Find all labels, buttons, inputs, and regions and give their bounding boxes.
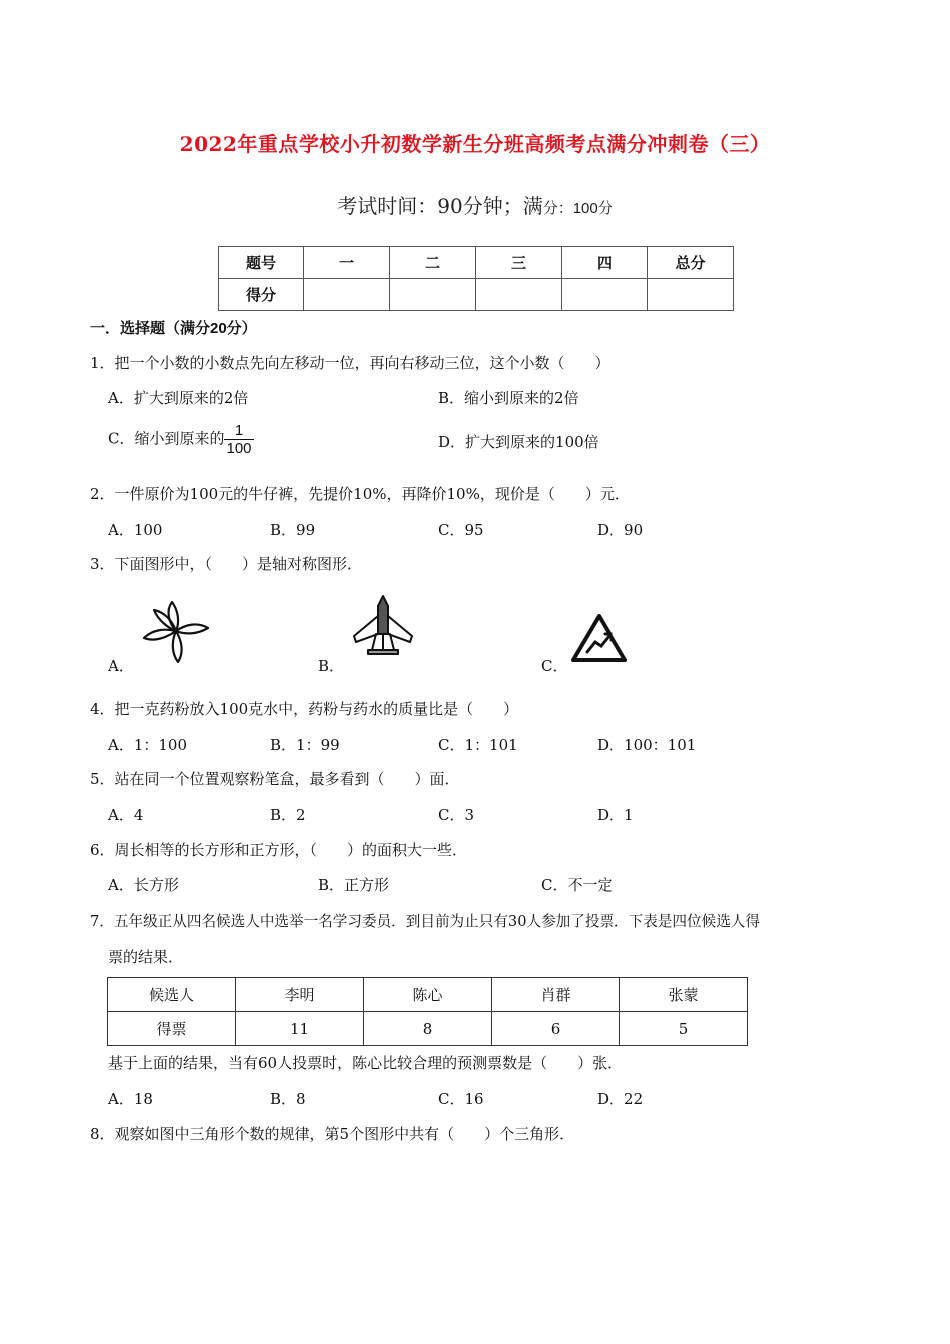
pinwheel-flower-icon <box>138 598 214 668</box>
question-6: 6．周长相等的长方形和正方形，（ ）的面积大一些． <box>90 841 468 859</box>
question-3: 3．下面图形中，（ ）是轴对称图形． <box>90 555 363 573</box>
score-header-cell: 四 <box>562 247 648 279</box>
votes-table <box>107 977 748 1046</box>
score-table-header-row <box>219 247 734 279</box>
score-table-score-row <box>219 279 734 311</box>
exam-info <box>0 190 950 219</box>
fraction <box>224 422 253 457</box>
q1-option-c-text: C．缩小到原来的 <box>108 429 225 448</box>
score-cell <box>476 279 562 311</box>
q3-option-b: B． <box>318 657 345 675</box>
q7-option-a: A．18 <box>108 1090 153 1108</box>
q7-option-d: D．22 <box>597 1090 644 1108</box>
exam-info-small: 分：100分 <box>542 200 613 217</box>
rocket-icon <box>350 594 416 656</box>
q2-option-b: B．99 <box>270 521 316 539</box>
score-header-cell: 三 <box>476 247 562 279</box>
score-cell <box>390 279 476 311</box>
q1-option-a: A．扩大到原来的2倍 <box>108 389 249 407</box>
votes-cell: 8 <box>364 1012 492 1046</box>
q5-option-b: B．2 <box>270 806 306 824</box>
score-cell <box>304 279 390 311</box>
warning-sign-icon <box>571 614 627 662</box>
q7-option-c: C．16 <box>438 1090 484 1108</box>
q2-option-a: A．100 <box>108 521 163 539</box>
section-heading: 一．选择题（满分20分） <box>90 320 257 337</box>
votes-cell: 5 <box>620 1012 748 1046</box>
score-header-cell: 总分 <box>648 247 734 279</box>
score-cell <box>648 279 734 311</box>
score-table <box>218 246 734 311</box>
exam-title: 2022年重点学校小升初数学新生分班高频考点满分冲刺卷（三） <box>179 132 771 156</box>
q1-option-b: B．缩小到原来的2倍 <box>438 389 579 407</box>
q6-option-a: A．长方形 <box>108 876 179 894</box>
votes-cell: 6 <box>492 1012 620 1046</box>
fraction-denominator: 100 <box>226 440 252 457</box>
question-1: 1．把一个小数的小数点先向左移动一位，再向右移动三位，这个小数（ ） <box>90 354 610 372</box>
votes-header-cell: 候选人 <box>108 978 236 1012</box>
votes-table-header-row <box>108 978 748 1012</box>
q7-option-b: B．8 <box>270 1090 306 1108</box>
q6-option-c: C．不一定 <box>541 876 613 894</box>
votes-header-cell: 肖群 <box>492 978 620 1012</box>
question-2: 2．一件原价为100元的牛仔裤，先提价10%，再降价10%，现价是（ ）元． <box>90 485 630 503</box>
score-header-cell: 题号 <box>219 247 304 279</box>
votes-header-cell: 李明 <box>236 978 364 1012</box>
votes-table-row <box>108 1012 748 1046</box>
q2-option-d: D．90 <box>597 521 644 539</box>
score-cell <box>562 279 648 311</box>
question-7-followup: 基于上面的结果，当有60人投票时，陈心比较合理的预测票数是（ ）张． <box>108 1054 623 1072</box>
q4-option-a: A．1：100 <box>108 736 188 754</box>
score-header-cell: 一 <box>304 247 390 279</box>
score-row-label: 得分 <box>219 279 304 311</box>
question-4: 4．把一克药粉放入100克水中，药粉与药水的质量比是（ ） <box>90 700 519 718</box>
q6-option-b: B．正方形 <box>318 876 390 894</box>
q4-option-d: D．100：101 <box>597 736 697 754</box>
votes-cell: 得票 <box>108 1012 236 1046</box>
q3-option-c: C． <box>541 657 568 675</box>
question-7-line-2: 票的结果． <box>108 948 184 966</box>
votes-cell: 11 <box>236 1012 364 1046</box>
q5-option-d: D．1 <box>597 806 634 824</box>
score-header-cell: 二 <box>390 247 476 279</box>
q4-option-c: C．1：101 <box>438 736 518 754</box>
q5-option-c: C．3 <box>438 806 475 824</box>
question-7-line-1: 7．五年级正从四名候选人中选举一名学习委员．到目前为止只有30人参加了投票．下表是四位候选人得 <box>90 913 760 930</box>
q4-option-b: B．1：99 <box>270 736 340 754</box>
exam-info-main: 考试时间：90分钟；满 <box>337 194 543 218</box>
q5-option-a: A．4 <box>108 806 144 824</box>
question-8: 8．观察如图中三角形个数的规律，第5个图形中共有（ ）个三角形． <box>90 1125 575 1143</box>
votes-header-cell: 张蒙 <box>620 978 748 1012</box>
fraction-numerator: 1 <box>224 422 253 440</box>
q2-option-c: C．95 <box>438 521 484 539</box>
q1-option-d: D．扩大到原来的100倍 <box>438 433 599 451</box>
question-5: 5．站在同一个位置观察粉笔盒，最多看到（ ）面． <box>90 770 460 788</box>
votes-header-cell: 陈心 <box>364 978 492 1012</box>
q1-option-c <box>108 422 254 457</box>
q3-option-a: A． <box>108 657 134 675</box>
